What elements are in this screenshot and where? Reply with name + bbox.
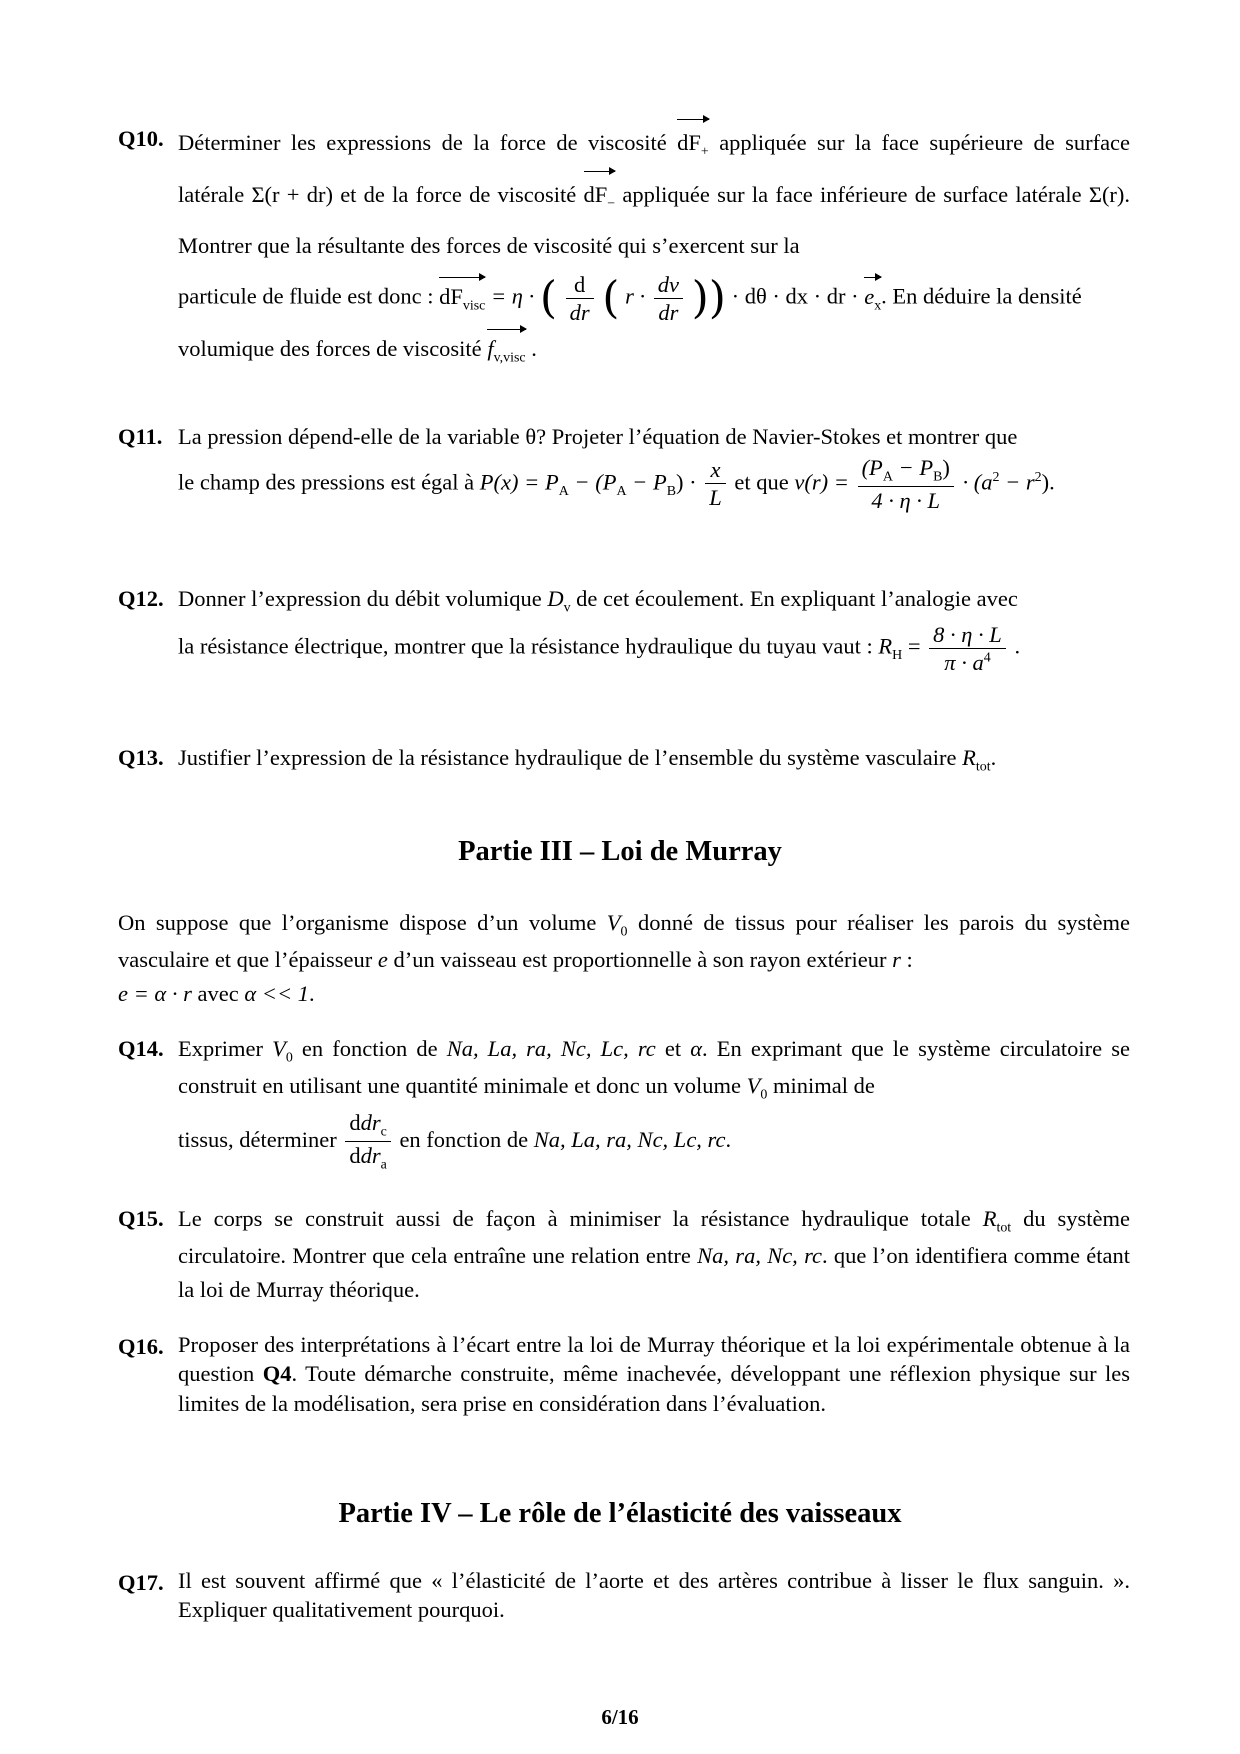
question-q16 — [118, 1330, 1130, 1418]
math: r — [892, 947, 901, 973]
subscript: 0 — [760, 1087, 768, 1103]
text: du système circulatoire. Montrer que cela entraîne une relation entre — [178, 1206, 1130, 1269]
question-q10 — [118, 122, 1130, 369]
question-number: Q14. — [118, 1036, 164, 1061]
math: v(r) = — [794, 469, 849, 495]
math: r · — [625, 283, 646, 309]
text: appliquée sur la face inférieure de — [622, 181, 936, 207]
math: = — [907, 634, 921, 660]
math: Na, ra, Nc, rc — [697, 1243, 822, 1269]
subscript: tot — [975, 759, 991, 775]
text: de cet écoulement. En expliquant l’analogie avec — [576, 586, 1018, 611]
text: . — [725, 1126, 732, 1152]
superscript: 2 — [1034, 469, 1042, 485]
text: tissus, déterminer — [178, 1126, 337, 1152]
dF-minus: dF — [583, 181, 608, 207]
question-q13 — [118, 741, 1130, 778]
subscript: visc — [462, 298, 486, 314]
subscript: tot — [996, 1220, 1012, 1236]
subscript: − — [607, 196, 616, 211]
text: et de la force de viscosité — [340, 181, 577, 207]
text: surface latérale — [943, 181, 1082, 207]
question-number: Q12. — [118, 586, 164, 611]
fraction: $\frac{x}{L}$ — [705, 456, 726, 511]
dF-plus: dF — [677, 130, 701, 155]
text: et — [664, 1036, 682, 1061]
question-number: Q15. — [118, 1206, 164, 1231]
text: Justifier l’expression de la résistance hydraulique de l’ensemble du système vasculaire — [178, 745, 957, 770]
text: avec — [197, 981, 239, 1007]
text: minimal de — [772, 1073, 875, 1099]
subscript: v — [563, 600, 571, 616]
math: R — [962, 745, 976, 770]
math: − P — [626, 469, 667, 495]
subscript: 0 — [620, 924, 628, 940]
text: On suppose que l’organisme dispose d’un volume — [118, 910, 597, 935]
subscript: A — [558, 483, 569, 499]
question-number: Q10. — [118, 126, 164, 151]
text: volumique des forces de viscosité — [178, 336, 482, 361]
text: . Montrer que la résultante des forces de viscosité qui s’exercent sur la — [178, 181, 1131, 258]
superscript: 2 — [992, 469, 1000, 485]
fraction: $\frac{ddr_c}{ddr_a}$ — [345, 1109, 390, 1174]
dF-visc: dF — [439, 283, 463, 309]
question-number: Q11. — [118, 424, 163, 449]
text: le champ des pressions est égal à — [178, 469, 475, 495]
question-reference: Q4 — [262, 1361, 292, 1387]
math: Na, La, ra, Nc, Lc, rc — [446, 1036, 656, 1061]
question-q14 — [118, 1032, 1130, 1174]
math: · dθ · dx · dr · — [731, 283, 859, 309]
f-visc: f — [487, 336, 494, 361]
text: donné de tissus pour réaliser les parois du système vasculaire et que l’épaisseur — [118, 910, 1131, 973]
text: . En exprimant que le système circulatoire se construit en utilisant une quantité minimale et donc un volume — [178, 1036, 1131, 1099]
paren: ( — [602, 272, 620, 324]
text: appliquée sur la face supérieure de — [719, 130, 1055, 155]
math: ) · — [676, 469, 697, 495]
text: La pression dépend-elle de la variable θ? Projeter l’équation de Navier-Stokes et montrer que — [178, 424, 1018, 449]
math: R — [878, 634, 893, 660]
text: Le corps se construit aussi de façon à minimiser la résistance hydraulique totale — [178, 1206, 971, 1231]
intro-paragraph — [118, 906, 1130, 1011]
question-q15 — [118, 1202, 1130, 1307]
subscript: x — [874, 298, 882, 314]
subscript: B — [666, 483, 677, 499]
fraction: $\frac{dv}{dr}$ — [654, 271, 683, 326]
math: V — [606, 910, 621, 935]
fraction: $\frac{(P_A - P_B)}{4 \cdot \eta \cdot L}$ — [858, 454, 954, 514]
page-number: 6/16 — [601, 1705, 639, 1729]
text: d’un vaisseau est proportionnelle à son rayon extérieur — [393, 947, 887, 973]
subscript: 0 — [285, 1050, 293, 1066]
subscript: v,visc — [493, 350, 526, 366]
text: Déterminer les expressions de la force de viscosité — [178, 130, 667, 155]
math-sigma: Σ(r) — [1088, 181, 1125, 207]
text: Il est souvent affirmé que « l’élasticité de l’aorte et des artères contribue à lisser le flux sanguin. ». Expliquer qualitativement pourquoi. — [178, 1568, 1130, 1623]
math: = η · — [491, 283, 535, 309]
text: . — [531, 336, 537, 361]
math: V — [746, 1073, 761, 1099]
paren: ( — [539, 272, 558, 324]
math: − (P — [568, 469, 617, 495]
subscript: H — [892, 648, 903, 664]
text: et que — [734, 469, 789, 495]
math: P(x) = P — [479, 469, 559, 495]
math: · (a — [962, 469, 993, 495]
text: . — [309, 981, 315, 1007]
math-sigma: Σ(r + dr) — [251, 181, 333, 207]
math: − r — [999, 469, 1035, 495]
math: ). — [1041, 469, 1055, 495]
math: V — [272, 1036, 286, 1061]
text: . En déduire la densité — [881, 283, 1082, 309]
question-number: Q13. — [118, 745, 164, 770]
paren: )) — [691, 272, 726, 324]
question-number: Q16. — [118, 1334, 164, 1359]
section-heading-part4: Partie IV – Le rôle de l’élasticité des vaisseaux — [338, 1498, 902, 1529]
text: Proposer des interprétations à l’écart entre la loi de Murray théorique et la loi expérimentale obtenue à la question — [178, 1332, 1130, 1387]
section-heading-part3: Partie III – Loi de Murray — [458, 836, 782, 867]
text: . — [990, 745, 997, 770]
text: particule de fluide est donc : — [178, 283, 434, 309]
math: Na, La, ra, Nc, Lc, rc — [533, 1126, 726, 1152]
text: . — [1014, 634, 1021, 660]
text: Donner l’expression du débit volumique — [178, 586, 542, 611]
text: : — [906, 947, 913, 973]
text: en fonction de — [301, 1036, 438, 1061]
subscript: + — [700, 144, 709, 160]
text: Exprimer — [178, 1036, 263, 1061]
question-q11 — [118, 420, 1130, 514]
subscript: A — [616, 483, 627, 499]
question-q17 — [118, 1566, 1130, 1625]
math: α << 1 — [244, 981, 310, 1007]
math: e = α · r — [118, 981, 192, 1007]
math: α — [690, 1036, 703, 1061]
text: . Toute démarche construite, même inachevée, développant une réflexion physique sur les limites de la modélisation, sera prise en considération dans l’évaluation. — [178, 1361, 1131, 1416]
text: en fonction de — [399, 1126, 529, 1152]
question-q12 — [118, 582, 1130, 676]
text: surface latérale — [178, 130, 1131, 207]
fraction: $\frac{d}{dr}$ — [566, 271, 594, 326]
fraction: $\frac{8 \cdot \eta \cdot L}{\pi \cdot a^4}$ — [929, 621, 1006, 676]
math: e — [377, 947, 388, 973]
unit-vector: e — [864, 283, 875, 309]
math: R — [982, 1206, 997, 1231]
text: . que l’on identifiera comme étant la loi de Murray théorique. — [178, 1243, 1131, 1303]
text: la résistance électrique, montrer que la résistance hydraulique du tuyau vaut : — [178, 634, 873, 660]
question-number: Q17. — [118, 1570, 164, 1595]
math: D — [547, 586, 564, 611]
